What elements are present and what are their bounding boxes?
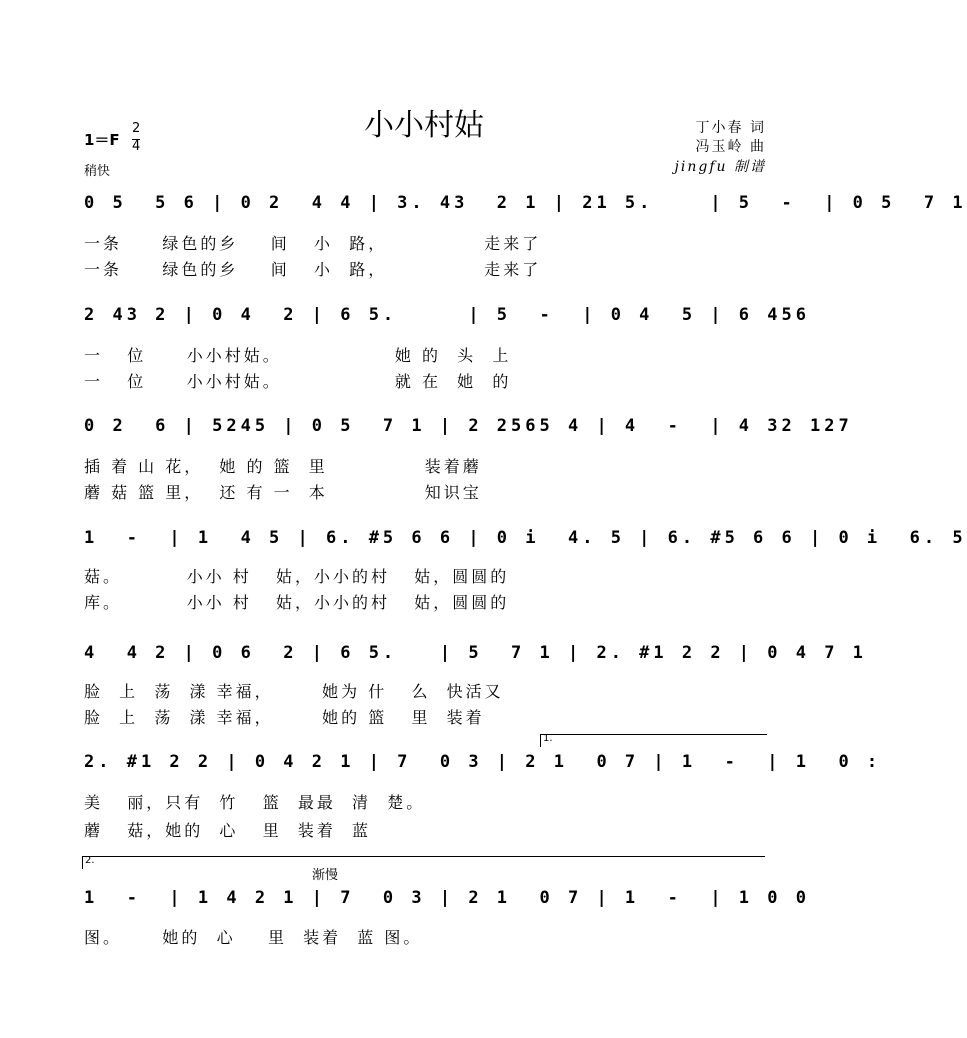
arranger-credit: jingfu 制谱 bbox=[674, 159, 766, 175]
notation-line: 2 43 2 | 0 4 2 | 6 5. | 5 - | 0 4 5 | 6 456 bbox=[84, 305, 810, 325]
key-signature: 1＝F bbox=[84, 131, 120, 149]
staff-system-1 bbox=[0, 193, 967, 303]
staff-system-3 bbox=[0, 416, 853, 526]
lyric-verse-1: 插 着 山 花， 她 的 篮 里 装着蘑 bbox=[84, 457, 482, 476]
notation-line: 0 5 5 6 | 0 2 4 4 | 3. 43 2 1 | 21 5. | 5 - | 0 5 7 1 bbox=[84, 193, 967, 213]
lyric-verse-2: 脸 上 荡 漾 幸福， 她的 篮 里 装着 bbox=[84, 708, 485, 727]
notation-line: 2. #1 2 2 | 0 4 2 1 | 7 0 3 | 2 1 0 7 | 1 - | 1 0 : bbox=[84, 752, 882, 772]
lyric-verse-1: 一 位 小小村姑。 她 的 头 上 bbox=[84, 346, 512, 365]
song-title: 小小村姑 bbox=[364, 108, 484, 143]
lyric-verse-1: 一条 绿色的乡 间 小 路， 走来了 bbox=[84, 234, 542, 253]
ritardando-marking: 渐慢 bbox=[312, 868, 339, 883]
lyricist-credit: 丁小春 词 bbox=[695, 120, 766, 136]
second-ending-label: 2. bbox=[85, 855, 95, 866]
lyric-verse-2: 蘑 菇 篮 里， 还 有 一 本 知识宝 bbox=[84, 483, 482, 502]
lyric-verse-2: 一条 绿色的乡 间 小 路， 走来了 bbox=[84, 260, 542, 279]
lyric-verse-1: 脸 上 荡 漾 幸福， 她为 什 么 快活又 bbox=[84, 682, 504, 701]
notation-line: 0 2 6 | 5245 | 0 5 7 1 | 2 2565 4 | 4 - | 4 32 127 bbox=[84, 416, 853, 436]
lyric-verse-1: 图。 她的 心 里 装着 蓝 图。 bbox=[84, 928, 423, 947]
staff-system-6 bbox=[0, 733, 882, 862]
staff-system-4 bbox=[0, 528, 967, 638]
composer-credit: 冯玉岭 曲 bbox=[695, 139, 766, 155]
second-ending-bracket bbox=[82, 856, 765, 869]
time-signature-top: 2 bbox=[132, 121, 141, 136]
notation-line: 4 4 2 | 0 6 2 | 6 5. | 5 7 1 | 2. #1 2 2 | 0 4 7 1 bbox=[84, 643, 867, 663]
lyric-verse-1: 美 丽，只有 竹 篮 最最 清 楚。 bbox=[84, 793, 426, 812]
lyric-verse-1: 菇。 小小 村 姑，小小的村 姑，圆圆的 bbox=[84, 567, 510, 586]
lyric-verse-2: 蘑 菇，她的 心 里 装着 蓝 bbox=[84, 821, 372, 840]
notation-line: 1 - | 1 4 2 1 | 7 0 3 | 2 1 0 7 | 1 - | 1 0 0 bbox=[84, 888, 810, 908]
first-ending-bracket bbox=[540, 734, 767, 747]
staff-system-7 bbox=[0, 855, 848, 998]
staff-system-2 bbox=[0, 305, 848, 415]
time-signature-bottom: 4 bbox=[132, 139, 141, 154]
tempo-marking: 稍快 bbox=[84, 164, 111, 179]
lyric-verse-2: 库。 小小 村 姑，小小的村 姑，圆圆的 bbox=[84, 593, 510, 612]
first-ending-label: 1. bbox=[543, 733, 553, 744]
notation-line: 1 - | 1 4 5 | 6. #5 6 6 | 0 i 4. 5 | 6. #5 6 6 | 0 i 6. 5 bbox=[84, 528, 967, 548]
lyric-verse-2: 一 位 小小村姑。 就 在 她 的 bbox=[84, 372, 512, 391]
